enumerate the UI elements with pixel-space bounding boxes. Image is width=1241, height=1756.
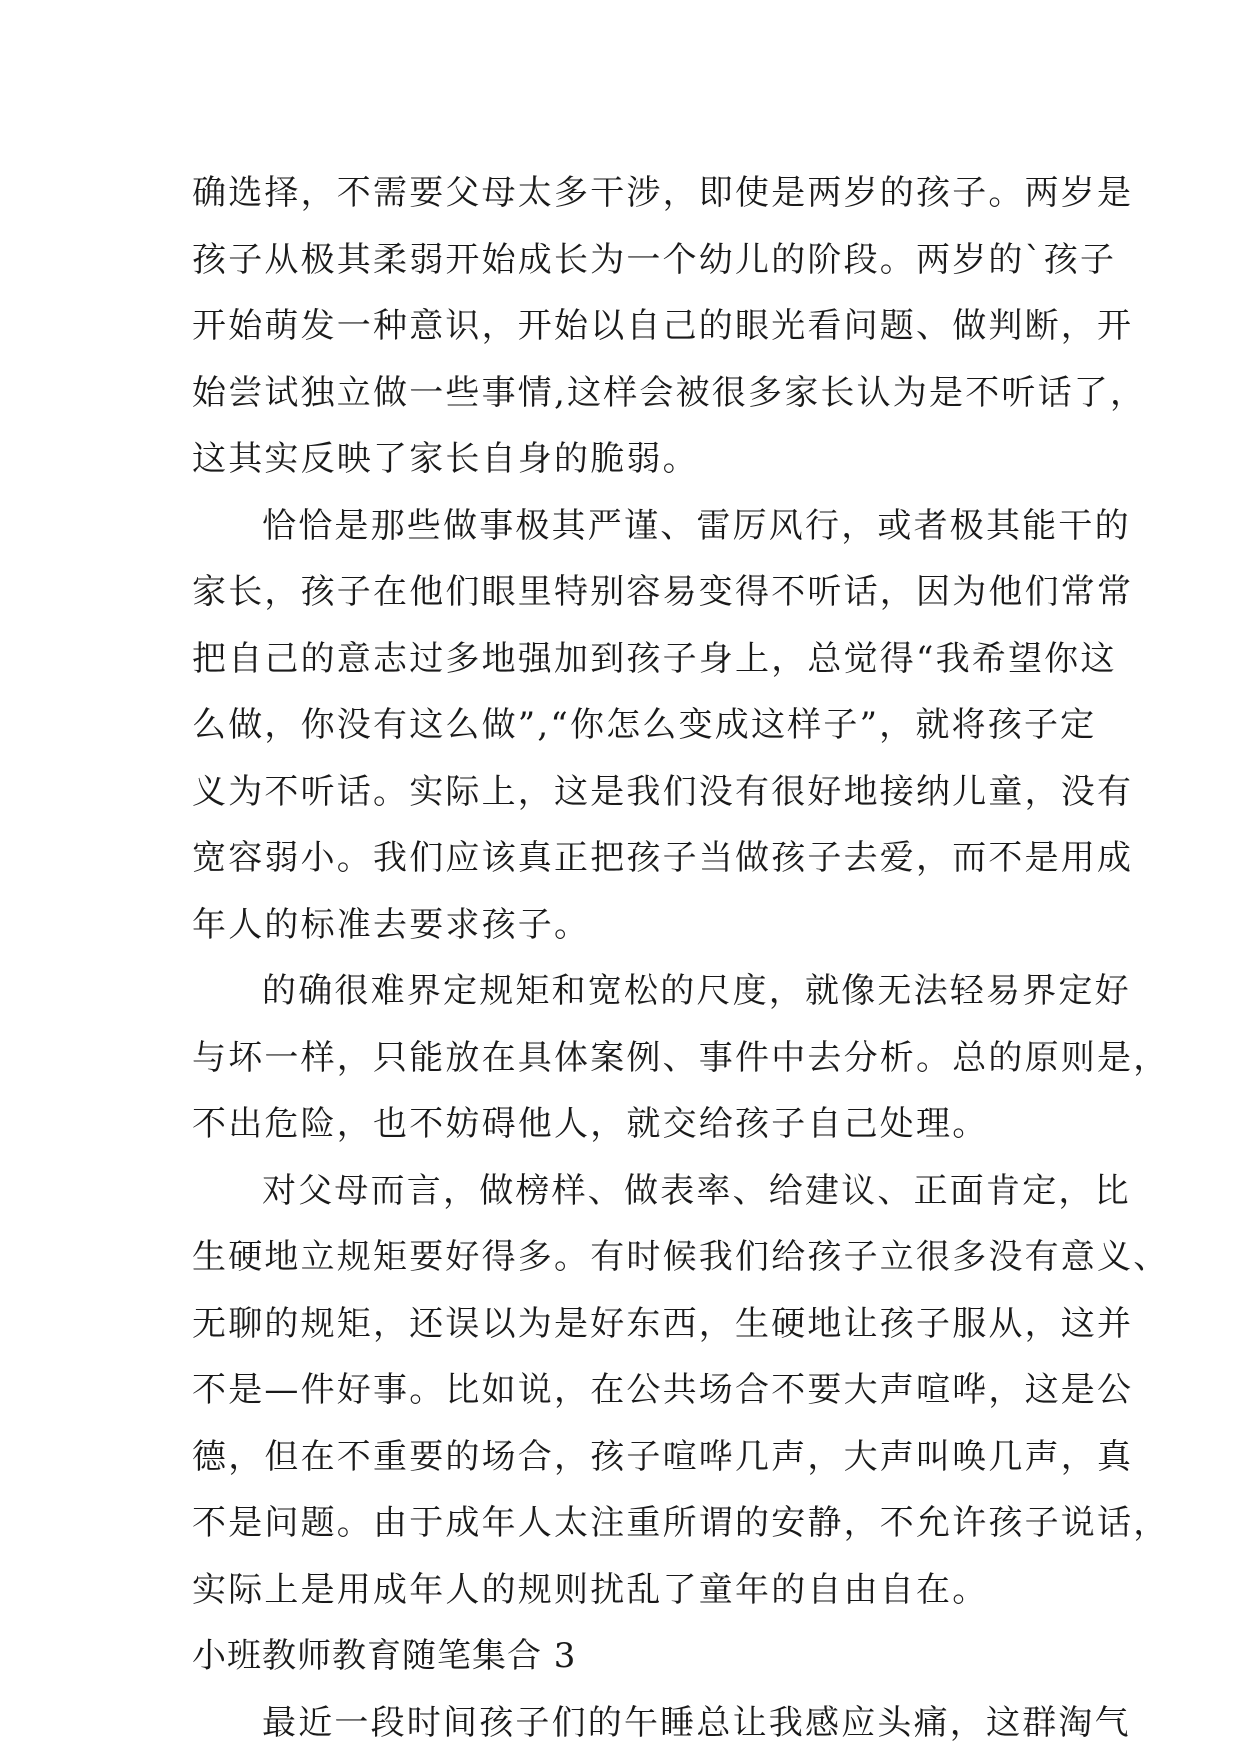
text-line: 始尝试独立做一些事情,这样会被很多家长认为是不听话了， bbox=[192, 360, 1052, 427]
text-line: 开始萌发一种意识，开始以自己的眼光看问题、做判断，开 bbox=[192, 293, 1052, 360]
text-line: 不出危险，也不妨碍他人，就交给孩子自己处理。 bbox=[192, 1091, 1052, 1158]
text-line: 不是问题。由于成年人太注重所谓的安静，不允许孩子说话， bbox=[192, 1490, 1052, 1557]
paragraph-first-line: 对父母而言，做榜样、做表率、给建议、正面肯定，比 bbox=[192, 1158, 1052, 1225]
text-line: 年人的标准去要求孩子。 bbox=[192, 892, 1052, 959]
text-line: 确选择，不需要父母太多干涉，即使是两岁的孩子。两岁是 bbox=[192, 160, 1052, 227]
text-line: 家长，孩子在他们眼里特别容易变得不听话，因为他们常常 bbox=[192, 559, 1052, 626]
text-line: 宽容弱小。我们应该真正把孩子当做孩子去爱，而不是用成 bbox=[192, 825, 1052, 892]
text-line: 这其实反映了家长自身的脆弱。 bbox=[192, 426, 1052, 493]
text-line: 与坏一样，只能放在具体案例、事件中去分析。总的原则是， bbox=[192, 1025, 1052, 1092]
text-line: 义为不听话。实际上，这是我们没有很好地接纳儿童，没有 bbox=[192, 759, 1052, 826]
text-line: 生硬地立规矩要好得多。有时候我们给孩子立很多没有意义、 bbox=[192, 1224, 1052, 1291]
paragraph-first-line: 的确很难界定规矩和宽松的尺度，就像无法轻易界定好 bbox=[192, 958, 1052, 1025]
paragraph-first-line: 恰恰是那些做事极其严谨、雷厉风行，或者极其能干的 bbox=[192, 493, 1052, 560]
text-line: 不是—件好事。比如说，在公共场合不要大声喧哗，这是公 bbox=[192, 1357, 1052, 1424]
text-line: 实际上是用成年人的规则扰乱了童年的自由自在。 bbox=[192, 1557, 1052, 1624]
text-line: 孩子从极其柔弱开始成长为一个幼儿的阶段。两岁的`孩子 bbox=[192, 227, 1052, 294]
document-body bbox=[192, 160, 1052, 1756]
text-line: 德，但在不重要的场合，孩子喧哗几声，大声叫唤几声，真 bbox=[192, 1424, 1052, 1491]
paragraph-first-line: 最近一段时间孩子们的午睡总让我感应头痛，这群淘气 bbox=[192, 1690, 1052, 1756]
text-line: 么做，你没有这么做”,“你怎么变成这样子”，就将孩子定 bbox=[192, 692, 1052, 759]
text-line: 无聊的规矩，还误以为是好东西，生硬地让孩子服从，这并 bbox=[192, 1291, 1052, 1358]
section-heading: 小班教师教育随笔集合 3 bbox=[192, 1623, 1052, 1690]
text-line: 把自己的意志过多地强加到孩子身上，总觉得“我希望你这 bbox=[192, 626, 1052, 693]
